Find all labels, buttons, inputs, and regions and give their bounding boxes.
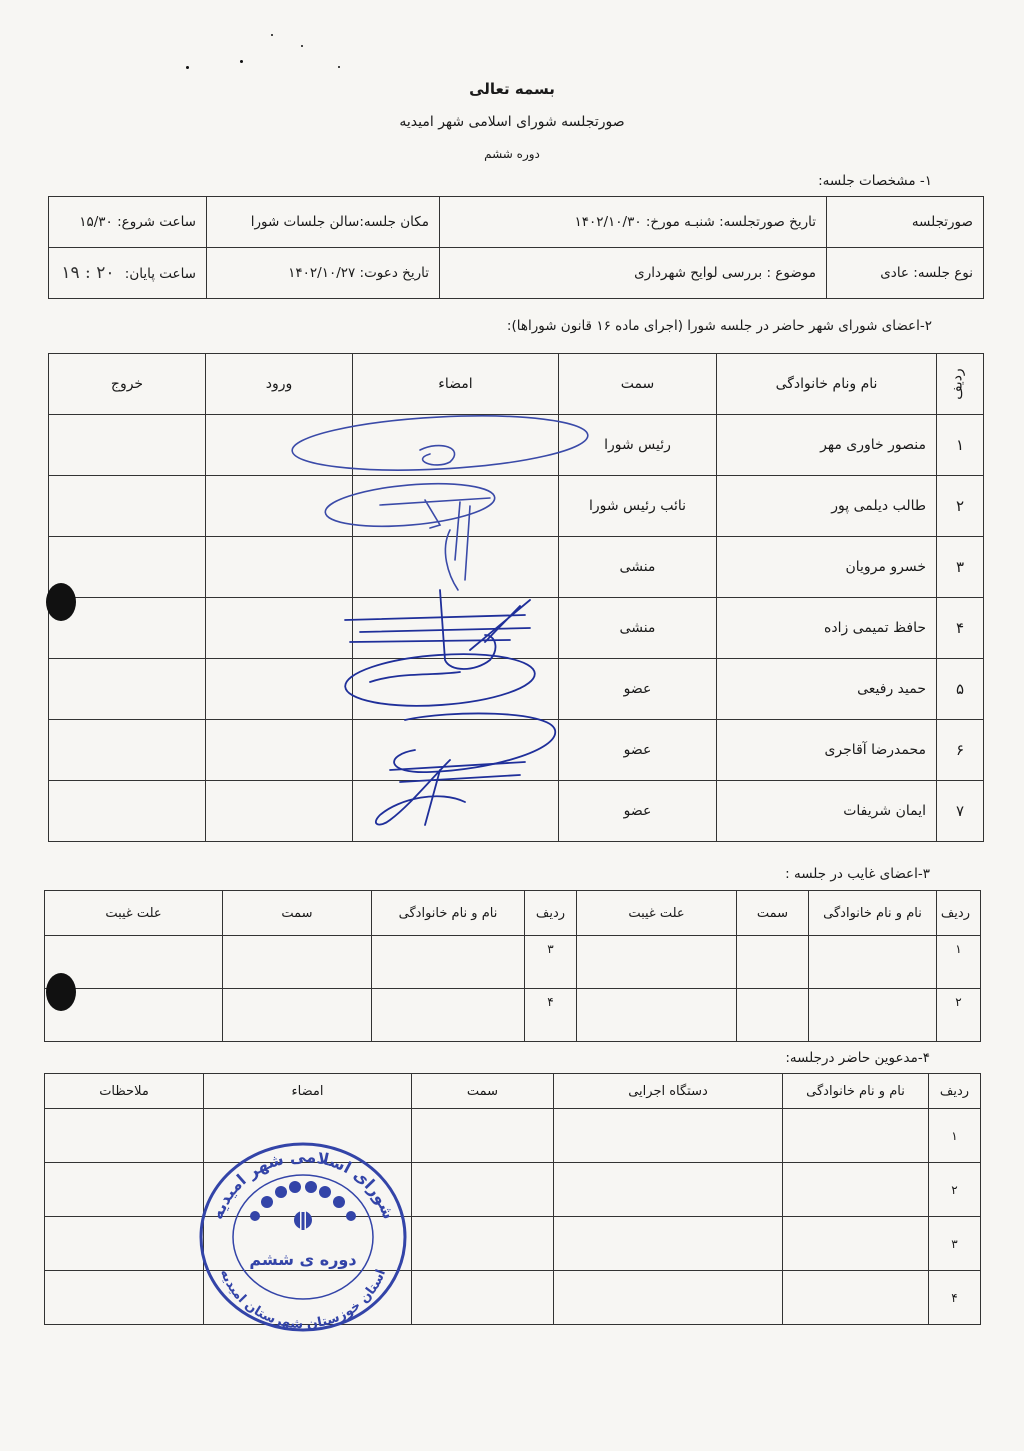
member-name: طالب دیلمی پور (717, 476, 937, 537)
member-role: عضو (559, 720, 717, 781)
table-row (49, 659, 984, 720)
exit-cell (49, 659, 206, 720)
absent-members-table (44, 890, 981, 1042)
minutes-date: تاریخ صورتجلسه: شنبـه مورخ: ۱۴۰۲/۱۰/۳۰ (440, 197, 827, 248)
table-row (49, 598, 984, 659)
start-time: ساعت شروع: ۱۵/۳۰ (49, 197, 207, 248)
member-role: عضو (559, 659, 717, 720)
present-members-table (48, 353, 984, 842)
punch-hole-mark (46, 973, 76, 1011)
row-number: ۴ (929, 1271, 981, 1325)
member-role: منشی (559, 598, 717, 659)
col-full-name: نام ونام خانوادگی (717, 354, 937, 415)
member-name: خسرو مرویان (717, 537, 937, 598)
row-number: ۵ (937, 659, 984, 720)
table-row (49, 415, 984, 476)
row-number-2: ۳ (525, 936, 577, 989)
exit-cell (49, 476, 206, 537)
entry-cell (206, 720, 353, 781)
col-position: سمت (559, 354, 717, 415)
row-number: ۲ (937, 476, 984, 537)
signature-cell (353, 720, 559, 781)
col-signature: امضاء (204, 1074, 412, 1109)
entry-cell (206, 415, 353, 476)
session-location: مکان جلسه:سالن جلسات شورا (207, 197, 440, 248)
document-title: صورتجلسه شورای اسلامی شهر امیدیه (399, 114, 625, 130)
scan-speck (186, 66, 189, 69)
col-absence-reason: علت غیبت (577, 891, 737, 936)
col-position: سمت (412, 1074, 554, 1109)
session-details-table (48, 196, 984, 299)
col-row-number: ردیف (937, 891, 981, 936)
signature-cell (353, 537, 559, 598)
signature-cell (353, 781, 559, 842)
entry-cell (206, 537, 353, 598)
row-number: ۳ (937, 537, 984, 598)
member-role: رئیس شورا (559, 415, 717, 476)
stamp-bottom-text: استان خوزستان شهرستان امیدیه (216, 1267, 390, 1333)
member-name: حمید رفیعی (717, 659, 937, 720)
member-role: منشی (559, 537, 717, 598)
col-row-number: ردیف (937, 354, 984, 415)
col-position-2: سمت (223, 891, 372, 936)
exit-cell (49, 720, 206, 781)
row-number: ۳ (929, 1217, 981, 1271)
col-position: سمت (737, 891, 809, 936)
end-time (49, 248, 207, 299)
entry-cell (206, 781, 353, 842)
section1-heading: ۱- مشخصات جلسه: (818, 173, 932, 189)
member-role: عضو (559, 781, 717, 842)
col-full-name: نام و نام خانوادگی (783, 1074, 929, 1109)
table-row (45, 1271, 981, 1325)
entry-cell (206, 598, 353, 659)
end-time-handwritten: ۲۰ : ۱۹ (61, 263, 115, 283)
signature-cell (353, 476, 559, 537)
table-row (45, 1163, 981, 1217)
member-name: منصور خاوری مهر (717, 415, 937, 476)
row-number: ۶ (937, 720, 984, 781)
col-exit: خروج (49, 354, 206, 415)
council-term: دوره ششم (484, 147, 540, 161)
table-row (45, 1109, 981, 1163)
col-full-name: نام و نام خانوادگی (809, 891, 937, 936)
row-number: ۱ (937, 936, 981, 989)
col-full-name-2: نام و نام خانوادگی (372, 891, 525, 936)
section3-heading: ۳-اعضای غایب در جلسه : (785, 866, 930, 882)
scan-speck (338, 66, 340, 68)
table-row (45, 989, 981, 1042)
session-type: نوع جلسه: عادی (827, 248, 984, 299)
section2-heading: ۲-اعضای شورای شهر حاضر در جلسه شورا (اجرای ماده ۱۶ قانون شوراها): (506, 318, 932, 334)
session-subject: موضوع : بررسی لوایح شهرداری (440, 248, 827, 299)
scan-speck (271, 34, 273, 36)
end-time-label: ساعت پایان: (124, 266, 196, 282)
table-row (49, 476, 984, 537)
punch-hole-mark (46, 583, 76, 621)
stamp-center-text: دوره ی ششم (249, 1250, 357, 1269)
row-number: ۲ (937, 989, 981, 1042)
table-row (45, 936, 981, 989)
signature-cell (353, 598, 559, 659)
exit-cell (49, 781, 206, 842)
col-entry: ورود (206, 354, 353, 415)
table-row (45, 1217, 981, 1271)
col-signature: امضاء (353, 354, 559, 415)
invited-guests-table (44, 1073, 981, 1325)
exit-cell (49, 415, 206, 476)
col-organization: دستگاه اجرایی (554, 1074, 783, 1109)
invitation-date: تاریخ دعوت: ۱۴۰۲/۱۰/۲۷ (207, 248, 440, 299)
row-number: ۴ (937, 598, 984, 659)
minutes-label: صورتجلسه (827, 197, 984, 248)
scan-speck (240, 60, 243, 63)
signature-cell (353, 415, 559, 476)
table-row (49, 781, 984, 842)
row-number: ۲ (929, 1163, 981, 1217)
col-row-number-2: ردیف (525, 891, 577, 936)
section4-heading: ۴-مدعوین حاضر درجلسه: (785, 1050, 930, 1066)
entry-cell (206, 476, 353, 537)
member-name: محمدرضا آقاجری (717, 720, 937, 781)
scan-speck (301, 45, 303, 47)
bismillah: بسمه تعالی (469, 80, 555, 98)
member-name: حافظ تمیمی زاده (717, 598, 937, 659)
table-row (49, 720, 984, 781)
member-role: نائب رئیس شورا (559, 476, 717, 537)
stamp-top-text: شورای اسلامی شهر امیدیه (207, 1146, 399, 1222)
member-name: ایمان شریفات (717, 781, 937, 842)
col-row-number: ردیف (929, 1074, 981, 1109)
row-number: ۱ (937, 415, 984, 476)
row-number: ۷ (937, 781, 984, 842)
table-row (49, 537, 984, 598)
row-number: ۱ (929, 1109, 981, 1163)
signature-cell (353, 659, 559, 720)
col-notes: ملاحظات (45, 1074, 204, 1109)
col-absence-reason-2: علت غیبت (45, 891, 223, 936)
entry-cell (206, 659, 353, 720)
row-number-2: ۴ (525, 989, 577, 1042)
